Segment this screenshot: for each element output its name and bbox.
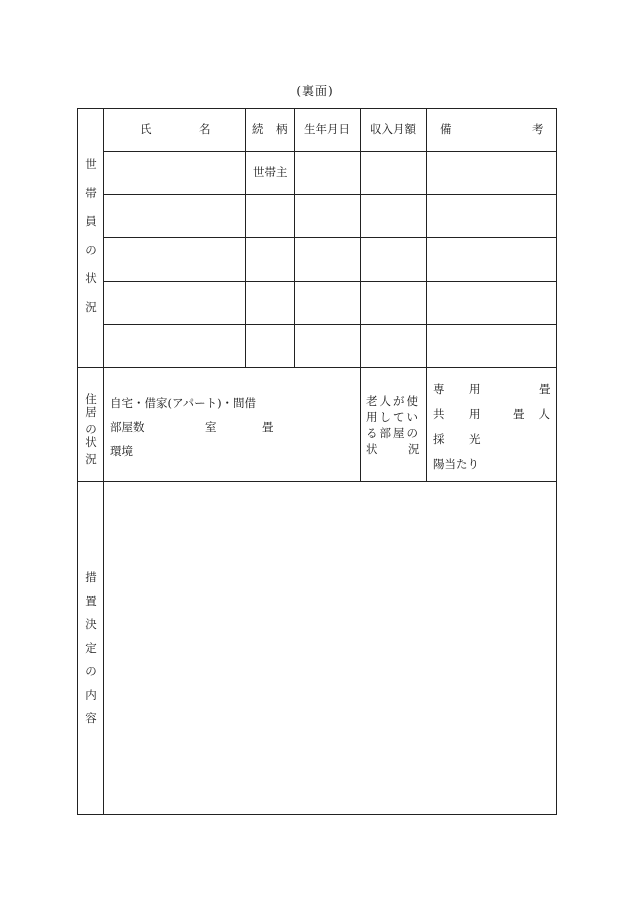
- elder-room-line: 老人が使: [366, 394, 420, 408]
- divider: [77, 481, 557, 482]
- divider: [103, 324, 557, 325]
- divider: [103, 281, 557, 282]
- header-relation-a: 続: [252, 122, 264, 136]
- members-section-label: [84, 159, 98, 313]
- elder-room-line: 用してい: [366, 410, 420, 424]
- divider: [103, 151, 557, 152]
- header-income: 収入月額: [370, 122, 416, 136]
- label-char: 員: [85, 214, 97, 228]
- page-title: (裏面): [296, 84, 334, 98]
- label-char: 帯: [85, 185, 97, 200]
- shared-unit: 畳人: [513, 407, 564, 421]
- elder-room-line: 況: [408, 442, 420, 456]
- label-char: 決: [85, 617, 97, 631]
- rooms-unit: 室: [205, 420, 217, 434]
- label-char: の: [85, 664, 97, 678]
- label-char: の: [85, 242, 97, 257]
- divider: [103, 108, 104, 815]
- decision-section-label: [84, 572, 98, 725]
- sunlight: 陽当たり: [433, 457, 479, 471]
- exclusive-unit: 畳: [539, 382, 551, 396]
- label-char: 置: [85, 593, 97, 608]
- header-relation-b: 柄: [276, 122, 288, 136]
- label-char: 状: [85, 271, 97, 285]
- divider: [103, 237, 557, 238]
- label-line: 況: [85, 452, 97, 466]
- divider: [426, 108, 427, 481]
- divider: [77, 367, 557, 368]
- lighting-b: 光: [469, 432, 481, 446]
- elder-room-line: る部屋の: [366, 426, 420, 440]
- exclusive-b: 用: [469, 382, 481, 396]
- label-char: 措: [85, 570, 97, 584]
- header-name-b: 名: [199, 122, 211, 136]
- housing-type: 自宅・借家(アパート)・間借: [110, 396, 257, 410]
- divider: [103, 194, 557, 195]
- form-table: [77, 108, 557, 815]
- header-notes-a: 備: [440, 122, 452, 136]
- label-char: 世: [85, 157, 97, 171]
- shared-a: 共: [433, 407, 445, 421]
- label-char: 容: [85, 711, 97, 725]
- header-birthdate: 生年月日: [304, 122, 350, 136]
- header-name-a: 氏: [140, 122, 152, 136]
- housing-section-label: [82, 393, 100, 466]
- divider: [245, 108, 246, 367]
- divider: [294, 108, 295, 367]
- label-line: の状: [85, 422, 97, 449]
- tatami-unit: 畳: [262, 420, 274, 434]
- lighting-a: 採: [433, 432, 445, 446]
- exclusive-a: 専: [433, 382, 445, 396]
- header-notes-b: 考: [532, 122, 544, 136]
- rooms-label: 部屋数: [110, 420, 145, 434]
- shared-b: 用: [469, 407, 481, 421]
- divider: [360, 108, 361, 481]
- label-char: 況: [85, 299, 97, 314]
- label-char: 定: [85, 640, 97, 655]
- label-char: 内: [85, 687, 97, 702]
- label-line: 住居: [85, 392, 97, 419]
- elder-room-line: 状: [366, 442, 378, 456]
- environment-label: 環境: [110, 444, 133, 458]
- head-of-household: 世帯主: [253, 165, 288, 179]
